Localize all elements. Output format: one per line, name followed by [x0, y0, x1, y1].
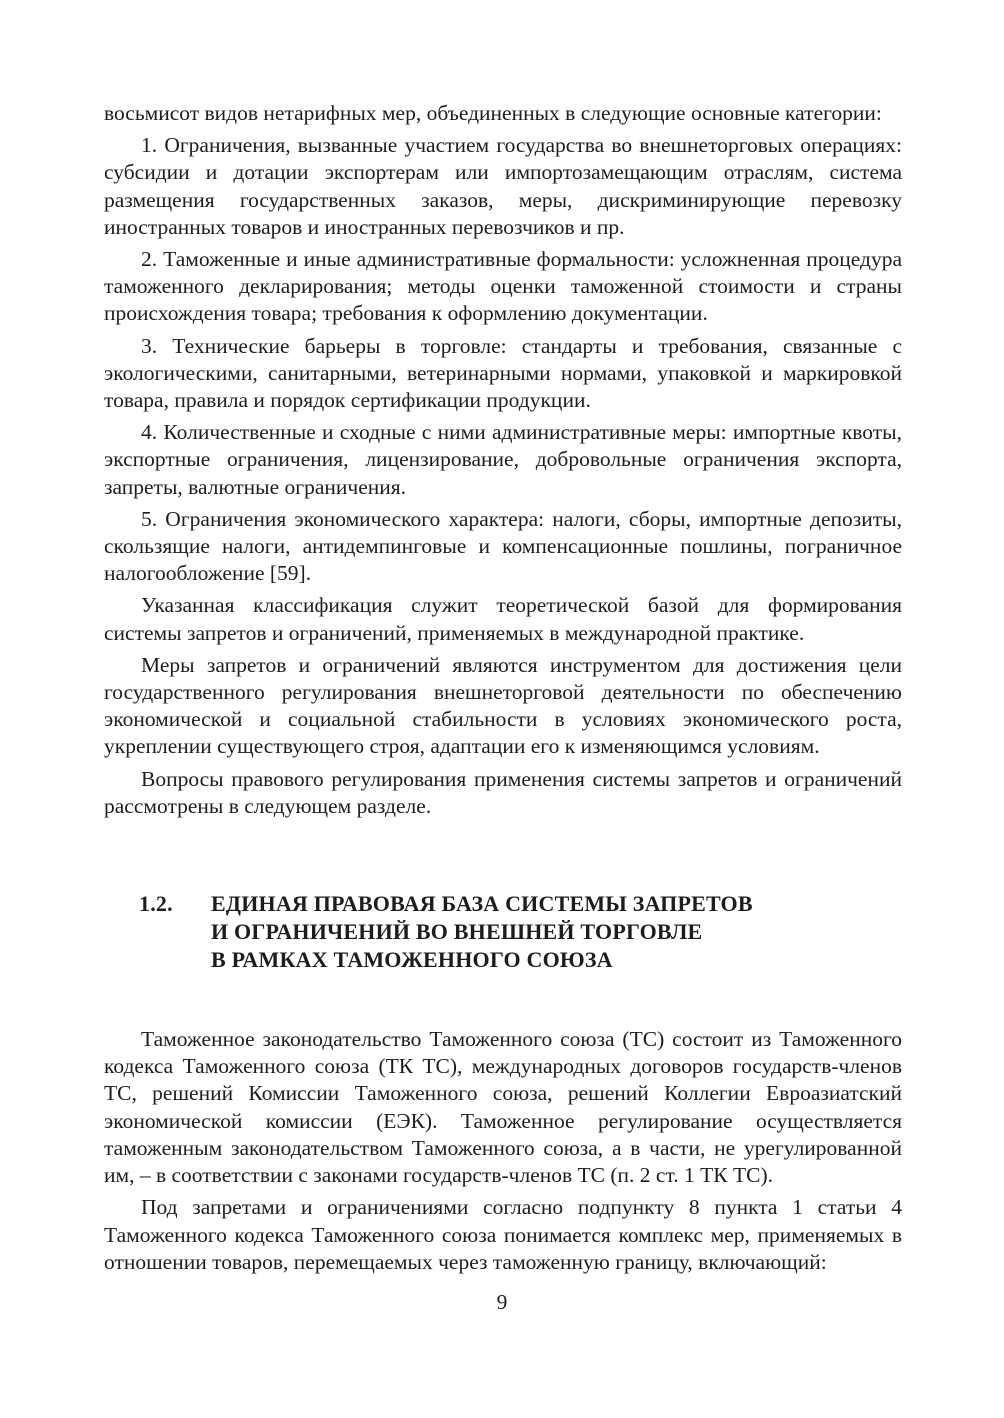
section-body: [104, 1026, 902, 1276]
paragraph-continuation: восьмисот видов нетарифных мер, объединенных в следующие основные категории:: [104, 101, 882, 125]
section-title-line: ЕДИНАЯ ПРАВОВАЯ БАЗА СИСТЕМЫ ЗАПРЕТОВ: [211, 891, 753, 917]
paragraph-category-3: 3. Технические барьеры в торговле: стандарты и требования, связанные с экологическими, санитарными, ветеринарными нормами, упаковкой и маркировкой товара, правила и порядок сертификации продукции.: [104, 333, 902, 413]
page-number: 9: [496, 1290, 508, 1314]
paragraph-measures: Меры запретов и ограничений являются инструментом для достижения цели государственного регулирования внешнеторговой деятельности по обеспечению экономической и социальной стабильности в условиях экономического роста, укреплении существующего строя, адаптации его к изменяющимся условиям.: [104, 652, 902, 759]
paragraph-definition: Под запретами и ограничениями согласно подпункту 8 пункта 1 статьи 4 Таможенного кодекса Таможенного союза понимается комплекс мер, применяемых в отношении товаров, перемещаемых через таможенную границу, включающий:: [104, 1195, 902, 1274]
section-title-line: В РАМКАХ ТАМОЖЕННОГО СОЮЗА: [211, 947, 613, 973]
paragraph-legislation: Таможенное законодательство Таможенного союза (ТС) состоит из Таможенного кодекса Таможенного союза (ТК ТС), международных договоров государств-членов ТС, решений Комиссии Таможенного союза, решений Коллегии Евроазиатский экономической комиссии (ЕЭК). Таможенное регулирование осуществляется таможенным законодательством Таможенного союза, а в части, не урегулированной им, – в соответствии с законами государств-членов ТС (п. 2 ст. 1 ТК ТС).: [104, 1027, 902, 1188]
section-number: 1.2.: [139, 891, 173, 917]
paragraph-category-1: 1. Ограничения, вызванные участием государства во внешнеторговых операциях: субсидии и дотации экспортерам или импортозамещающим отраслям, система размещения государственных заказов, меры, дискриминирующие перевозку иностранных товаров и иностранных перевозчиков и пр.: [104, 133, 902, 239]
paragraph-category-4: 4. Количественные и сходные с ними административные меры: импортные квоты, экспортные ограничения, лицензирование, добровольные ограничения экспорта, запреты, валютные ограничения.: [104, 420, 902, 499]
paragraph-classification: Указанная классификация служит теоретической базой для формирования системы запретов и ограничений, применяемых в международной практике.: [104, 593, 902, 645]
section-title-line: И ОГРАНИЧЕНИЙ ВО ВНЕШНЕЙ ТОРГОВЛЕ: [211, 919, 703, 945]
section-title: [211, 890, 902, 974]
paragraph-questions: Вопросы правового регулирования применения системы запретов и ограничений рассмотрены в следующем разделе.: [104, 766, 902, 818]
section-heading: [139, 890, 902, 974]
paragraph-category-5: 5. Ограничения экономического характера: налоги, сборы, импортные депозиты, скользящие налоги, антидемпинговые и компенсационные пошлины, пограничное налогообложение [59].: [104, 506, 902, 586]
page-content: [104, 100, 902, 1281]
paragraph-category-2: 2. Таможенные и иные административные формальности: усложненная процедура таможенного декларирования; методы оценки таможенной стоимости и страны происхождения товара; требования к оформлению документации.: [104, 247, 902, 326]
